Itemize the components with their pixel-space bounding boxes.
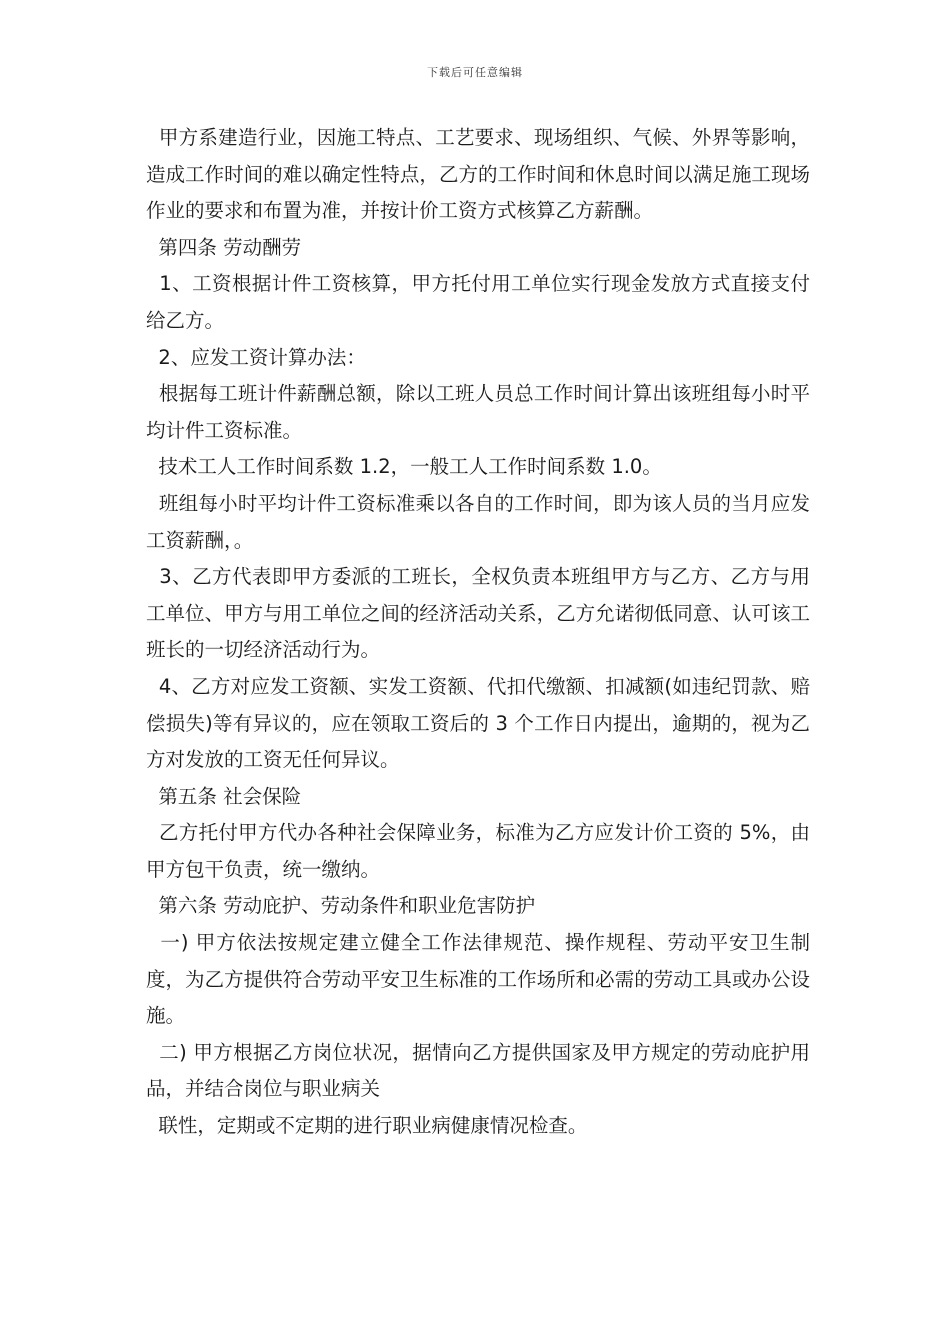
article-5-heading: 第五条 社会保险	[146, 784, 302, 808]
page-header-note: 下载后可任意编辑	[427, 66, 523, 79]
article-6-heading: 第六条 劳动庇护、劳动条件和职业危害防护	[146, 894, 536, 918]
paragraph-wage-method-heading: 2、应发工资计算办法：	[146, 345, 366, 369]
paragraph-team-leader: 3、乙方代表即甲方委派的工班长，全权负责本班组甲方与乙方、乙方与用工单位、甲方与用工单位之间的经济活动关系，乙方允诺彻低同意、认可该工班长的一切经济活动行为。	[146, 565, 810, 662]
paragraph-monthly-wage: 班组每小时平均计件工资标准乘以各自的工作时间，即为该人员的当月应发工资薪酬，。	[146, 491, 810, 552]
article-4-heading: 第四条 劳动酬劳	[146, 235, 302, 259]
paragraph-social-insurance: 乙方托付甲方代办各种社会保障业务，标准为乙方应发计价工资的 5%，由甲方包干负责，统一缴纳。	[146, 821, 810, 881]
paragraph-coefficients: 技术工人工作时间系数 1.2，一般工人工作时间系数 1.0。	[146, 455, 662, 479]
paragraph-safety-rules: 一) 甲方依法按规定建立健全工作法律规范、操作规程、劳动平安卫生制度，为乙方提供符合劳动平安卫生标准的工作场所和必需的劳动工具或办公设施。	[146, 931, 810, 1028]
paragraph-protective-equipment: 二) 甲方根据乙方岗位状况，据情向乙方提供国家及甲方规定的劳动庇护用品，并结合岗位与职业病关	[146, 1040, 810, 1101]
paragraph-hourly-standard: 根据每工班计件薪酬总额，除以工班人员总工作时间计算出该班组每小时平均计件工资标准。	[146, 382, 810, 442]
paragraph-wage-calculation: 1、工资根据计件工资核算，甲方托付用工单位实行现金发放方式直接支付给乙方。	[146, 272, 810, 332]
paragraph-working-hours: 甲方系建造行业，因施工特点、工艺要求、现场组织、气候、外界等影响，造成工作时间的难以确定性特点，乙方的工作时间和休息时间以满足施工现场作业的要求和布置为准，并按计价工资方式核算乙方薪酬。	[146, 126, 810, 223]
paragraph-health-check: 联性，定期或不定期的进行职业病健康情况检查。	[146, 1114, 588, 1138]
paragraph-objections: 4、乙方对应发工资额、实发工资额、代扣代缴额、扣减额(如违纪罚款、赔偿损失)等有异议的，应在领取工资后的 3 个工作日内提出，逾期的，视为乙方对发放的工资无任何异议。	[146, 674, 811, 772]
document-body	[146, 120, 810, 1145]
